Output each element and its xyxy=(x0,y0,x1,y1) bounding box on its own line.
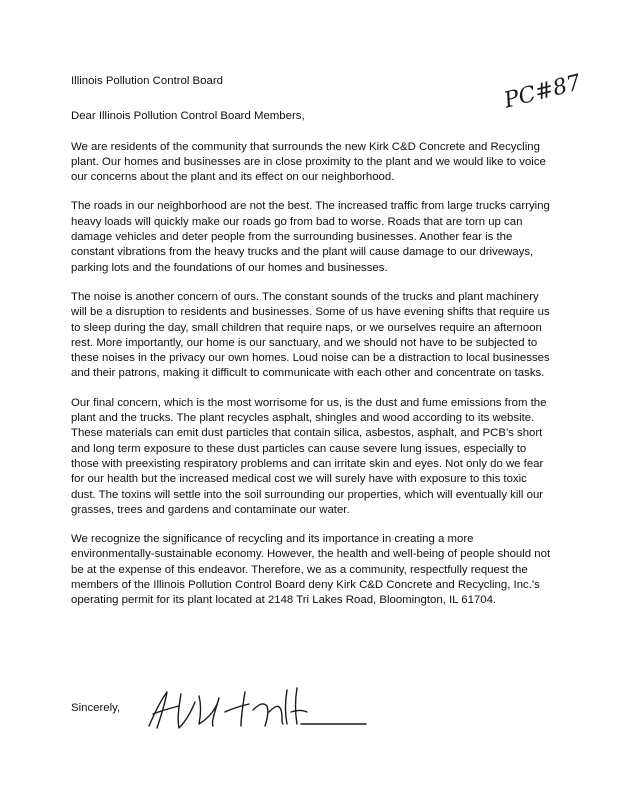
signature-icon xyxy=(141,682,371,738)
paragraph-noise: The noise is another concern of ours. The constant sounds of the trucks and plant machinery will be a disruption to residents and businesses. Some of us have evening shifts that require us to sleep during the day, small children that require naps, or we ourselves require an afternoon rest. More importantly, our home is our sanctuary, and we should not have to be subjected to these noises in the privacy our own homes. Loud noise can be a distraction to local businesses and their patrons, making it difficult to communicate with each other and concentrate on tasks. xyxy=(71,290,550,380)
paragraph-roads: The roads in our neighborhood are not the best. The increased traffic from large trucks carrying heavy loads will quickly make our roads go from bad to worse. Roads that are torn up can damage vehicles and deter people from the surrounding businesses. Another fear is the constant vibrations from the heavy trucks and the plant will cause damage to our driveways, parking lots and the foundations of our homes and businesses. xyxy=(71,200,550,274)
paragraph-request: We recognize the significance of recycling and its importance in creating a more environmentally-sustainable economy. However, the health and well-being of people should not be at the expense of this endeavor. Therefore, we as a community, respectfully request the members of the Illinois Pollution Control Board deny Kirk C&D Concrete and Recycling, Inc.'s operating permit for its plant located at 2148 Tri Lakes Road, Bloomington, IL 61704. xyxy=(71,533,551,607)
closing-block xyxy=(71,694,371,744)
paragraph-dust: Our final concern, which is the most worrisome for us, is the dust and fume emissions from the plant and the trucks. The plant recycles asphalt, shingles and wood according to its website. These materials can emit dust particles that contain silica, asbestos, asphalt, and PCB's short and long term exposure to these dust particles can cause severe lung issues, especially to those with preexisting respiratory problems and can irritate skin and eyes. Not only do we fear for our health but the increased medical cost we will surely have with exposure to this toxic dust. The toxins will settle into the soil surrounding our properties, which will eventually kill our grasses, trees and gardens and contaminate our water. xyxy=(71,396,547,516)
closing: Sincerely, xyxy=(71,702,121,714)
paragraph-roads-intro: We are residents of the community that surrounds the new Kirk C&D Concrete and Recycling plant. Our homes and businesses are in close proximity to the plant and we would like to voice our concerns about the plant and its effect on our neighborhood. xyxy=(71,140,546,184)
letter-body xyxy=(71,74,551,623)
addressee: Illinois Pollution Control Board xyxy=(71,75,223,87)
stamp-text: PC#87 xyxy=(501,70,584,114)
salutation: Dear Illinois Pollution Control Board Members, xyxy=(71,110,305,123)
